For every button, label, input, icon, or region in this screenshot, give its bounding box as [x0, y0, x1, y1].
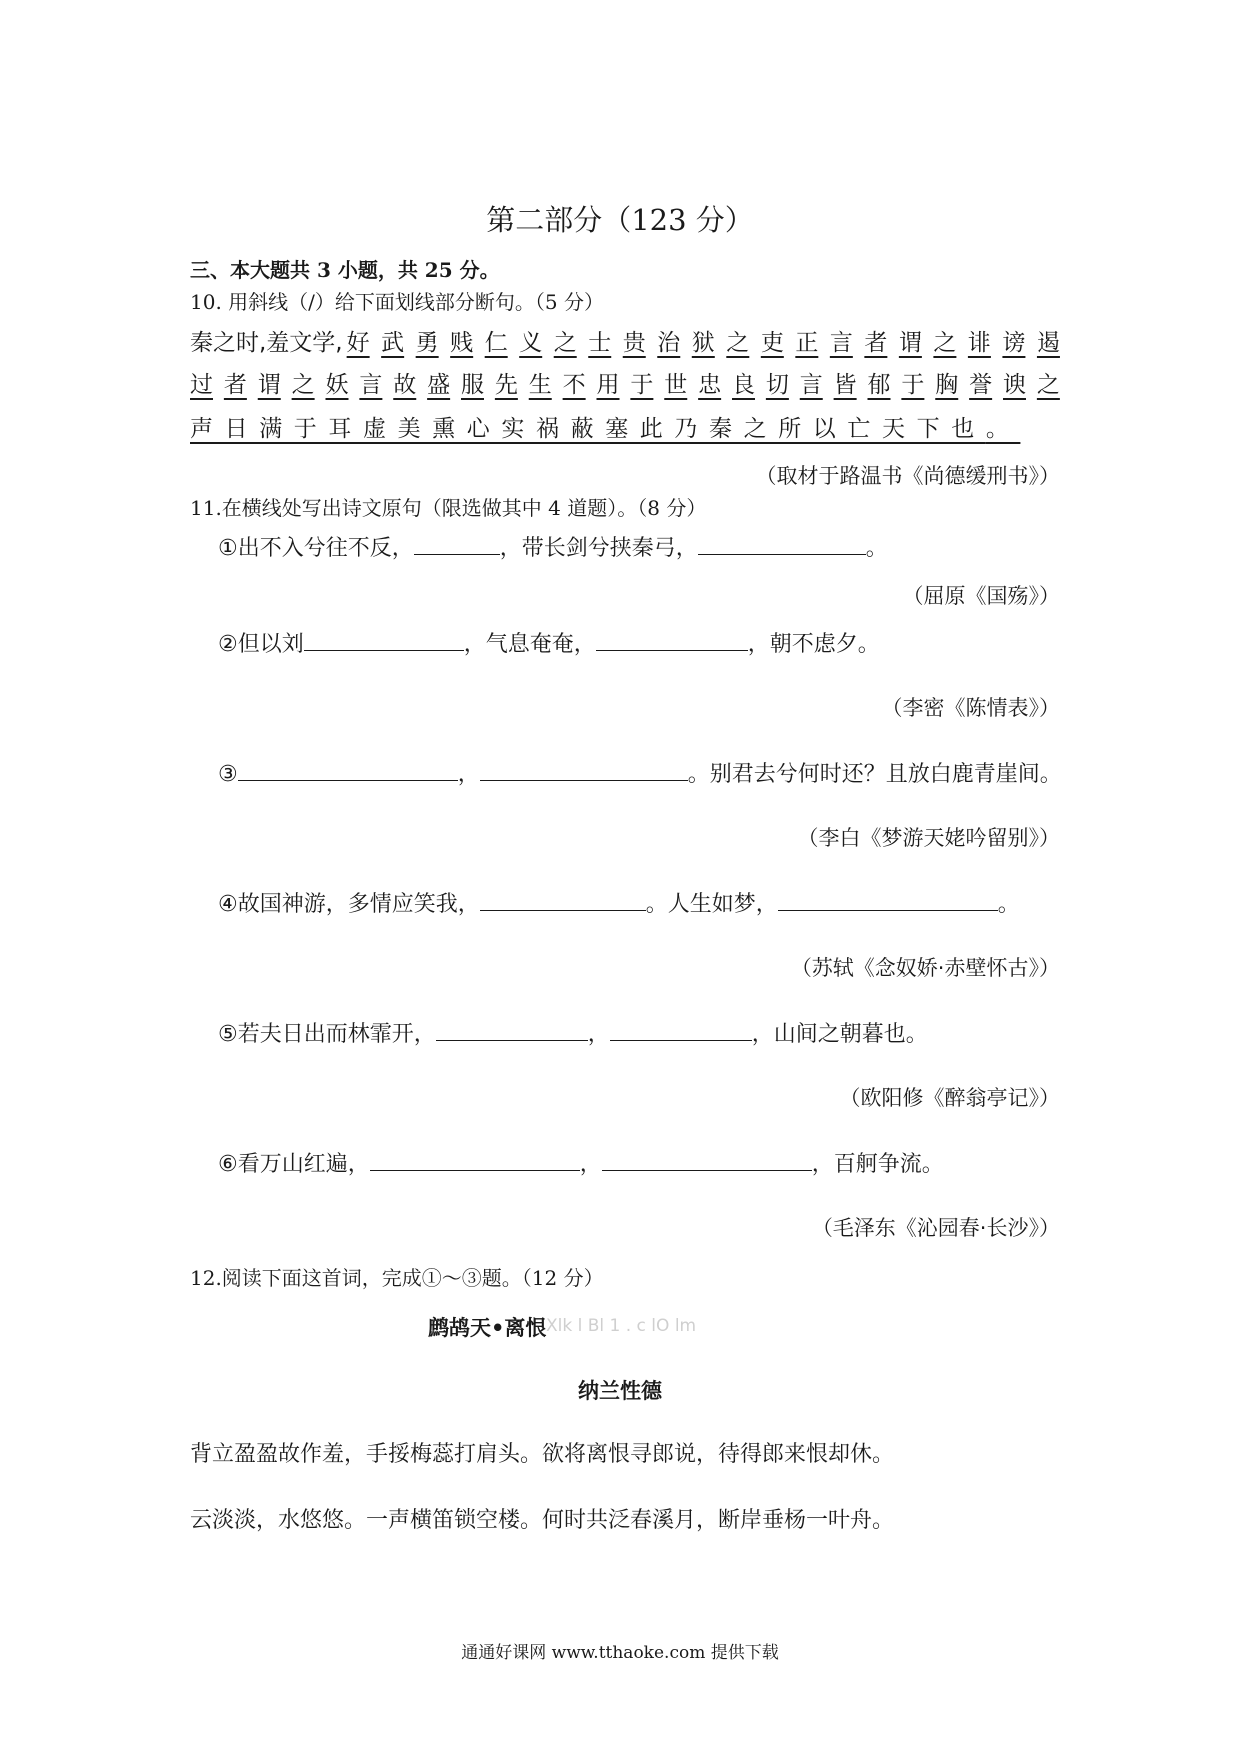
passage-char: 诽 [967, 330, 991, 356]
question-12-prompt: 12.阅读下面这首词，完成①～③题。（12 分） [190, 1266, 604, 1290]
passage-char: 言 [799, 372, 823, 398]
passage-char: 之 [1036, 372, 1060, 398]
item-3-text-c: 。别君去兮何时还？且放白鹿青崖间。 [687, 762, 1062, 787]
passage-lead: 秦之时,羞文学, [190, 330, 343, 356]
item-2-source: （李密《陈情表》） [881, 696, 1060, 720]
passage-char: 士 [588, 330, 612, 356]
fill-item-2 [218, 628, 880, 660]
item-6-text-a: ⑥看万山红遍， [218, 1152, 370, 1177]
fill-item-6 [218, 1148, 944, 1180]
passage-line-3 [190, 412, 1020, 446]
item-3-text-a: ③ [218, 762, 238, 787]
item-4-text-a: ④故国神游，多情应笑我， [218, 892, 480, 917]
passage-char: 胸 [935, 372, 959, 398]
passage-char: 故 [393, 372, 417, 398]
item-4-blank-1[interactable] [480, 888, 646, 911]
footer-credit: 通通好课网 www.tthaoke.com 提供下载 [461, 1643, 779, 1663]
item-2-text-a: ②但以刘 [218, 632, 304, 657]
question-11-prompt: 11.在横线处写出诗文原句（限选做其中 4 道题）。（8 分） [190, 496, 707, 520]
passage-underlined-1 [347, 326, 1060, 360]
item-6-text-c: ，百舸争流。 [811, 1152, 944, 1177]
fill-item-3 [218, 758, 1062, 790]
passage-char: 之 [291, 372, 315, 398]
item-6-source: （毛泽东《沁园春·长沙》） [811, 1216, 1060, 1240]
passage-underlined-2 [190, 368, 1060, 402]
passage-char: 之 [553, 330, 577, 356]
passage-char: 仁 [484, 330, 508, 356]
item-1-source: （屈原《国殇》） [902, 584, 1060, 608]
passage-char: 遏 [1036, 330, 1060, 356]
item-1-text-a: ①出不入兮往不反， [218, 536, 414, 561]
question-10-prompt: 10. 用斜线（/）给下面划线部分断句。（5 分） [190, 290, 604, 314]
item-1-text-b: ，带长剑兮挟秦弓， [499, 536, 698, 561]
fill-item-5 [218, 1018, 928, 1050]
item-3-blank-2[interactable] [480, 758, 688, 781]
passage-char: 良 [732, 372, 755, 398]
passage-char: 好 [346, 330, 370, 356]
passage-tail: 。 [985, 416, 1021, 442]
item-1-blank-1[interactable] [414, 532, 500, 555]
passage-char: 生 [528, 372, 552, 398]
item-4-source: （苏轼《念奴娇·赤壁怀古》） [790, 956, 1060, 980]
passage-char: 谤 [1002, 330, 1026, 356]
passage-char: 过 [190, 372, 213, 398]
item-2-blank-1[interactable] [304, 628, 464, 651]
passage-char: 盛 [427, 372, 451, 398]
part-title: 第二部分（123 分） [486, 203, 754, 237]
passage-char: 言 [359, 372, 383, 398]
item-6-text-b: ， [579, 1152, 602, 1177]
passage-char: 者 [864, 330, 888, 356]
watermark-text: Xlk l Bl 1 . c lO lm [546, 1316, 697, 1336]
passage-char: 义 [519, 330, 543, 356]
item-5-blank-2[interactable] [610, 1018, 752, 1041]
passage-char: 妖 [325, 372, 349, 398]
question-10-source: （取材于路温书《尚德缓刑书》） [755, 464, 1060, 488]
item-6-blank-2[interactable] [602, 1148, 812, 1171]
item-6-blank-1[interactable] [370, 1148, 580, 1171]
item-3-blank-1[interactable] [238, 758, 458, 781]
item-4-text-b: 。人生如梦， [645, 892, 778, 917]
passage-char: 谀 [1003, 372, 1026, 398]
item-1-blank-2[interactable] [698, 532, 866, 555]
passage-char: 之 [726, 330, 750, 356]
item-5-text-c: ，山间之朝暮也。 [751, 1022, 928, 1047]
passage-char: 正 [795, 330, 819, 356]
passage-char: 郁 [867, 372, 891, 398]
item-5-source: （欧阳修《醉翁亭记》） [839, 1086, 1060, 1110]
passage-underlined-3: 声日满于耳虚美熏心实祸蔽塞此乃秦之所以亡天下也 [190, 416, 986, 442]
passage-char: 忠 [698, 372, 722, 398]
passage-char: 狱 [691, 330, 715, 356]
passage-char: 吏 [760, 330, 784, 356]
item-5-text-a: ⑤若夫日出而林霏开， [218, 1022, 436, 1047]
item-2-text-c: ，朝不虑夕。 [747, 632, 880, 657]
passage-char: 服 [461, 372, 484, 398]
passage-char: 勇 [415, 330, 439, 356]
passage-char: 誉 [969, 372, 993, 398]
passage-char: 先 [494, 372, 518, 398]
passage-char: 之 [933, 330, 957, 356]
poem-title: 鹧鸪天•离恨 [428, 1316, 547, 1340]
passage-char: 治 [657, 330, 681, 356]
passage-line-1 [190, 326, 1060, 360]
passage-char: 切 [765, 372, 789, 398]
passage-char: 贱 [450, 330, 474, 356]
fill-item-4 [218, 888, 1020, 920]
fill-item-1 [218, 532, 888, 564]
passage-char: 皆 [833, 372, 857, 398]
item-3-text-b: ， [457, 762, 480, 787]
passage-char: 贵 [622, 330, 646, 356]
passage-char: 于 [901, 372, 925, 398]
passage-char: 者 [223, 372, 247, 398]
passage-char: 不 [562, 372, 586, 398]
item-5-text-b: ， [587, 1022, 610, 1047]
passage-char: 用 [596, 372, 620, 398]
poem-author: 纳兰性德 [578, 1379, 662, 1403]
item-2-text-b: ，气息奄奄， [463, 632, 596, 657]
passage-char: 谓 [898, 330, 922, 356]
item-3-source: （李白《梦游天姥吟留别》） [797, 826, 1060, 850]
passage-char: 谓 [257, 372, 281, 398]
item-1-text-c: 。 [865, 536, 888, 561]
item-5-blank-1[interactable] [436, 1018, 588, 1041]
poem-line-1: 背立盈盈故作羞，手挼梅蕊打肩头。欲将离恨寻郎说，待得郎来恨却休。 [190, 1442, 895, 1467]
passage-char: 言 [829, 330, 853, 356]
item-4-blank-2[interactable] [778, 888, 998, 911]
poem-line-2: 云淡淡，水悠悠。一声横笛锁空楼。何时共泛春溪月，断岸垂杨一叶舟。 [190, 1508, 895, 1533]
passage-char: 世 [664, 372, 688, 398]
item-4-text-c: 。 [997, 892, 1020, 917]
item-2-blank-2[interactable] [596, 628, 748, 651]
section-heading: 三、本大题共 3 小题，共 25 分。 [190, 258, 500, 282]
passage-char: 武 [381, 330, 405, 356]
passage-char: 于 [630, 372, 654, 398]
